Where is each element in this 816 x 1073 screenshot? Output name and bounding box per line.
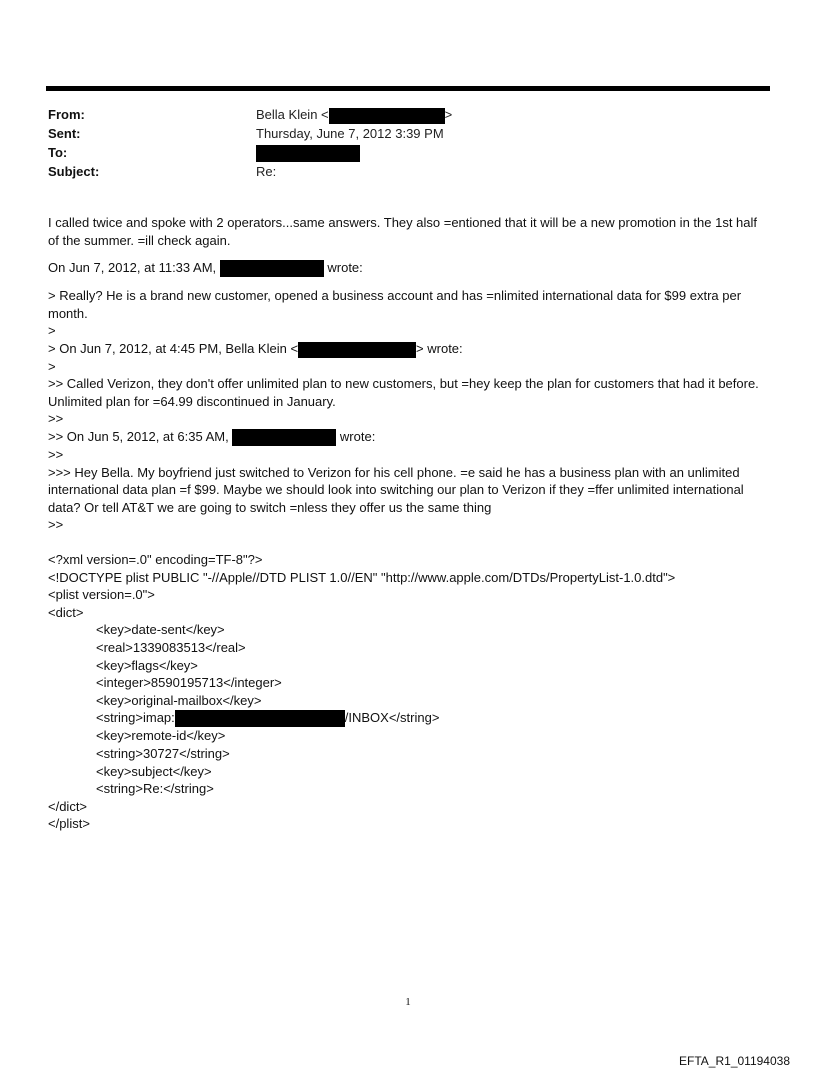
- plist-line: <?xml version=.0" encoding=TF-8"?>: [48, 552, 263, 568]
- plist-line: <key>remote-id</key>: [96, 728, 226, 744]
- body-text: >> On Jun 5, 2012, at 6:35 AM,: [48, 429, 233, 444]
- body-line: >>: [48, 517, 64, 533]
- plist-line: <!DOCTYPE plist PUBLIC "-//Apple//DTD PLIST 1.0//EN" "http://www.apple.com/DTDs/PropertyList-1.0.dtd">: [48, 569, 676, 585]
- redaction-box: [256, 145, 360, 162]
- plist-text: <string>imap:: [96, 710, 175, 726]
- body-line: >: [48, 323, 56, 339]
- body-line: >>> Hey Bella. My boyfriend just switched to Verizon for his cell phone. =e said he has a business plan with an unlimited international data plan =f $99. Maybe we should look into switching our plan to Verizon if they =ffer unlimited international data? Or tell AT&T we are going to switch =nless they offer us the same thing: [48, 464, 748, 515]
- from-name: Bella Klein <: [256, 107, 329, 122]
- body-line: [48, 428, 770, 446]
- from-label: From:: [48, 107, 85, 122]
- plist-line: </dict>: [48, 798, 88, 814]
- bates-number: EFTA_R1_01194038: [679, 1054, 790, 1068]
- body-line: [48, 259, 770, 277]
- plist-line: <plist version=.0">: [48, 587, 155, 603]
- top-rule: [46, 86, 770, 91]
- to-label: To:: [48, 145, 68, 160]
- body-line: [48, 340, 770, 358]
- redaction-box: [329, 108, 445, 124]
- sent-value: Thursday, June 7, 2012 3:39 PM: [256, 126, 444, 141]
- redaction-box: [220, 260, 324, 277]
- plist-line: <key>date-sent</key>: [96, 622, 225, 638]
- plist-line: <key>flags</key>: [96, 657, 198, 673]
- to-value: [256, 144, 360, 162]
- plist-line: </plist>: [48, 816, 90, 832]
- plist-line: [48, 709, 770, 727]
- body-line: I called twice and spoke with 2 operators...same answers. They also =entioned that it will be a new promotion in the 1st half of the summer. =ill check again.: [48, 215, 761, 248]
- body-text: wrote:: [336, 429, 376, 444]
- plist-line: <string>Re:</string>: [96, 781, 214, 797]
- body-line: >: [48, 358, 56, 374]
- redaction-box: [232, 429, 336, 446]
- from-close: >: [444, 107, 453, 122]
- plist-line: <integer>8590195713</integer>: [96, 675, 282, 691]
- body-line: >>: [48, 447, 64, 463]
- redaction-box: [298, 342, 416, 358]
- subject-label: Subject:: [48, 164, 100, 179]
- page-number: 1: [405, 996, 411, 1008]
- redaction-box: [175, 710, 345, 727]
- body-text: wrote:: [323, 260, 363, 276]
- email-body: [48, 214, 770, 833]
- body-text: On Jun 7, 2012, at 11:33 AM,: [48, 260, 220, 276]
- body-text: > On Jun 7, 2012, at 4:45 PM, Bella Klein <: [48, 341, 299, 357]
- plist-line: <string>30727</string>: [96, 746, 230, 762]
- body-line: >> Called Verizon, they don't offer unlimited plan to new customers, but =hey keep the plan for customers that had it before. Unlimited plan for =64.99 discontinued in January.: [48, 376, 763, 409]
- from-value: [256, 106, 452, 124]
- body-text: > wrote:: [416, 341, 463, 357]
- body-line: > Really? He is a brand new customer, opened a business account and has =nlimited international data for $99 extra per month.: [48, 288, 745, 321]
- plist-line: <key>subject</key>: [96, 763, 212, 779]
- sent-label: Sent:: [48, 126, 81, 141]
- plist-text: /INBOX</string>: [344, 710, 440, 726]
- plist-line: <dict>: [48, 604, 84, 620]
- plist-line: <key>original-mailbox</key>: [96, 692, 262, 708]
- plist-line: <real>1339083513</real>: [96, 640, 246, 655]
- subject-value: Re:: [256, 164, 277, 179]
- body-line: >>: [48, 411, 64, 427]
